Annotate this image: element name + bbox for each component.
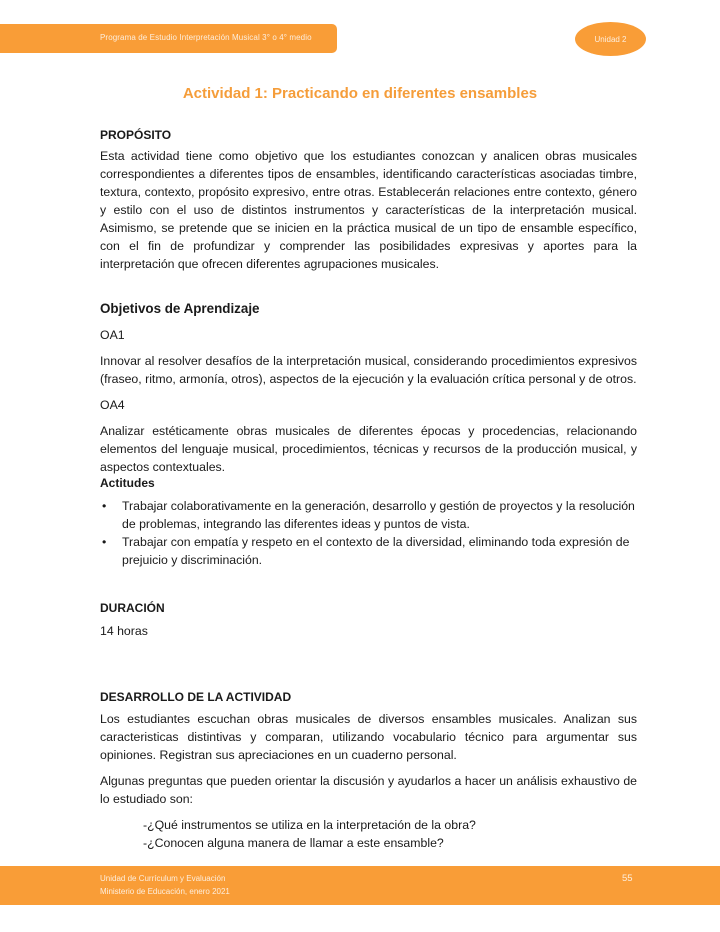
development-heading: DESARROLLO DE LA ACTIVIDAD <box>100 690 292 704</box>
attitudes-heading: Actitudes <box>100 476 155 490</box>
duration-value: 14 horas <box>100 624 148 638</box>
footer-line: Ministerio de Educación, enero 2021 <box>100 887 230 896</box>
development-section <box>100 688 637 852</box>
list-item <box>100 497 637 533</box>
bullet-icon: • <box>102 499 107 513</box>
objectives-section <box>100 300 637 476</box>
objective-text: Analizar estéticamente obras musicales de diferentes épocas y procedencias, relacionando elementos del lenguaje musical, procedimientos, técnicas y recursos de la producción musical, y aspectos contextuales. <box>100 424 637 474</box>
guiding-question: -¿Qué instrumentos se utiliza en la interpretación de la obra? <box>143 818 476 832</box>
footer-bar <box>0 866 720 905</box>
page-number: 55 <box>622 873 633 884</box>
objective-text: Innovar al resolver desafíos de la interpretación musical, considerando procedimientos expresivos (fraseo, ritmo, armonía, otros), aspectos de la ejecución y la evaluación crítica personal y de otros. <box>100 354 637 386</box>
objectives-heading: Objetivos de Aprendizaje <box>100 301 260 316</box>
bullet-icon: • <box>102 535 107 549</box>
duration-section <box>100 599 637 640</box>
activity-title: Actividad 1: Practicando en diferentes ensambles <box>182 85 538 102</box>
attitude-text: Trabajar con empatía y respeto en el contexto de la diversidad, eliminando toda expresión de prejuicio y discriminación. <box>122 535 630 567</box>
guiding-question: -¿Conocen alguna manera de llamar a este ensamble? <box>143 836 444 850</box>
footer-credits <box>100 872 230 898</box>
attitudes-list <box>100 497 637 569</box>
program-title: Programa de Estudio Interpretación Musical 3° o 4° medio <box>100 33 312 42</box>
purpose-text: Esta actividad tiene como objetivo que los estudiantes conozcan y analicen obras musicales correspondientes a diferentes tipos de ensambles, identificando características asociadas timbre, textura, contexto, propósito expresivo, entre otras. Establecerán relaciones entre contexto, género y estilo con el uso de distintos instrumentos y características de la interpretación musical. Asimismo, se pretende que se inicien en la práctica musical de un tipo de ensamble específico, con el fin de profundizar y comprender las posibilidades expresivas y aportes para la interpretación que ofrecen diferentes agrupaciones musicales. <box>100 149 637 271</box>
header-bar <box>0 24 337 53</box>
list-item <box>100 533 637 569</box>
duration-heading: DURACIÓN <box>100 601 165 615</box>
unit-badge: Unidad 2 <box>575 22 646 56</box>
purpose-heading: PROPÓSITO <box>100 128 172 142</box>
attitudes-section <box>100 474 637 569</box>
objective-code: OA4 <box>100 398 125 412</box>
development-paragraph: Algunas preguntas que pueden orientar la discusión y ayudarlos a hacer un análisis exhaustivo de lo estudiado son: <box>100 774 637 806</box>
attitude-text: Trabajar colaborativamente en la generación, desarrollo y gestión de proyectos y la resolución de problemas, integrando las diferentes ideas y puntos de vista. <box>122 499 635 531</box>
development-paragraph: Los estudiantes escuchan obras musicales de diversos ensambles musicales. Analizan sus caracteristicas distintivas y comparan, utilizando vocabulario técnico para argumentar sus opiniones. Registran sus apreciaciones en un cuaderno personal. <box>100 712 637 762</box>
footer-line: Unidad de Currículum y Evaluación <box>100 874 226 883</box>
purpose-section <box>100 126 637 273</box>
objective-code: OA1 <box>100 328 125 342</box>
